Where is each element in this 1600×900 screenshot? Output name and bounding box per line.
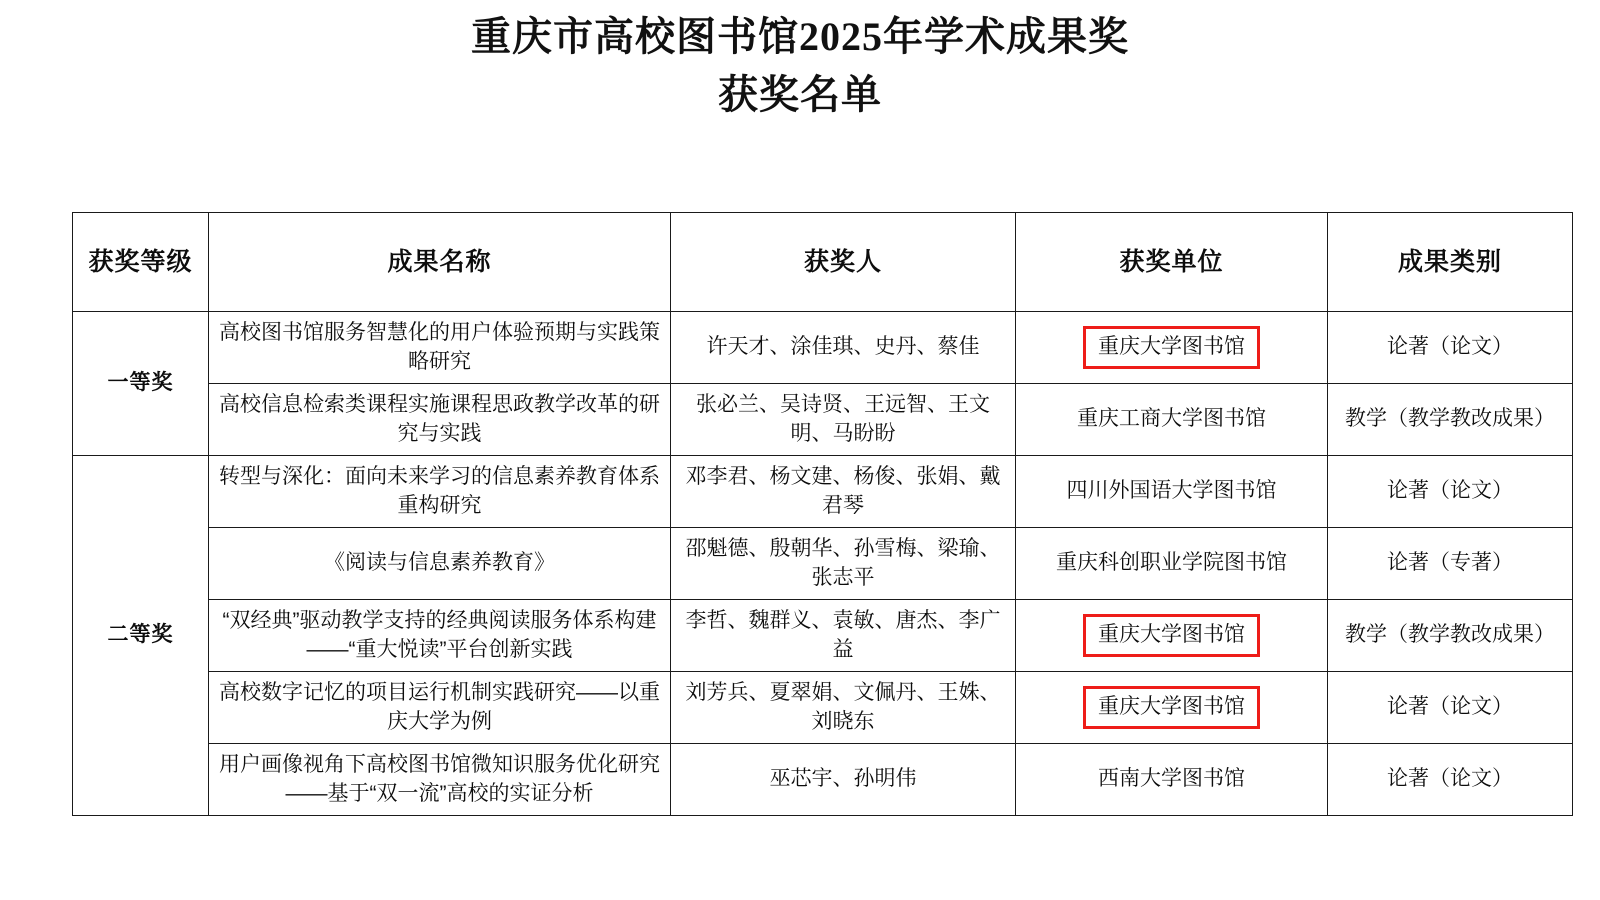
achievement-category: 论著（论文） <box>1328 744 1573 816</box>
achievement-category: 教学（教学教改成果） <box>1328 600 1573 672</box>
awardees: 邓李君、杨文建、杨俊、张娟、戴君琴 <box>671 456 1016 528</box>
award-unit: 重庆科创职业学院图书馆 <box>1016 528 1328 600</box>
table-body <box>73 312 1573 816</box>
table-row <box>73 744 1573 816</box>
achievement-category: 论著（论文） <box>1328 456 1573 528</box>
document-title-block <box>0 0 1600 124</box>
achievement-name: 高校图书馆服务智慧化的用户体验预期与实践策略研究 <box>209 312 671 384</box>
highlighted-unit: 重庆大学图书馆 <box>1083 686 1260 728</box>
award-unit <box>1016 672 1328 744</box>
award-table-wrapper <box>30 124 1570 816</box>
table-row <box>73 456 1573 528</box>
achievement-name: 转型与深化：面向未来学习的信息素养教育体系重构研究 <box>209 456 671 528</box>
table-row <box>73 600 1573 672</box>
column-header-awardees: 获奖人 <box>671 213 1016 312</box>
page-title-line-2: 获奖名单 <box>718 72 882 117</box>
awardees: 李哲、魏群义、袁敏、唐杰、李广益 <box>671 600 1016 672</box>
column-header-grade: 获奖等级 <box>73 213 209 312</box>
highlighted-unit: 重庆大学图书馆 <box>1083 326 1260 368</box>
achievement-name: 《阅读与信息素养教育》 <box>209 528 671 600</box>
column-header-achievement-name: 成果名称 <box>209 213 671 312</box>
column-header-unit: 获奖单位 <box>1016 213 1328 312</box>
page-title-line-1: 重庆市高校图书馆2025年学术成果奖 <box>471 14 1129 59</box>
award-unit: 重庆工商大学图书馆 <box>1016 384 1328 456</box>
awardees: 邵魁德、殷朝华、孙雪梅、梁瑜、张志平 <box>671 528 1016 600</box>
award-table <box>72 212 1573 816</box>
achievement-category: 论著（论文） <box>1328 312 1573 384</box>
award-unit: 四川外国语大学图书馆 <box>1016 456 1328 528</box>
table-header-row <box>73 213 1573 312</box>
achievement-name: 用户画像视角下高校图书馆微知识服务优化研究——基于“双一流”高校的实证分析 <box>209 744 671 816</box>
table-row <box>73 528 1573 600</box>
awardees: 许天才、涂佳琪、史丹、蔡佳 <box>671 312 1016 384</box>
awardees: 张必兰、吴诗贤、王远智、王文明、马盼盼 <box>671 384 1016 456</box>
achievement-category: 论著（专著） <box>1328 528 1573 600</box>
achievement-name: 高校信息检索类课程实施课程思政教学改革的研究与实践 <box>209 384 671 456</box>
achievement-category: 教学（教学教改成果） <box>1328 384 1573 456</box>
achievement-name: 高校数字记忆的项目运行机制实践研究——以重庆大学为例 <box>209 672 671 744</box>
grade-cell-second-prize: 二等奖 <box>73 456 209 816</box>
column-header-category: 成果类别 <box>1328 213 1573 312</box>
awardees: 巫芯宇、孙明伟 <box>671 744 1016 816</box>
table-row <box>73 672 1573 744</box>
award-unit <box>1016 312 1328 384</box>
awardees: 刘芳兵、夏翠娟、文佩丹、王姝、刘晓东 <box>671 672 1016 744</box>
grade-cell-first-prize: 一等奖 <box>73 312 209 456</box>
highlighted-unit: 重庆大学图书馆 <box>1083 614 1260 656</box>
table-row <box>73 312 1573 384</box>
achievement-category: 论著（论文） <box>1328 672 1573 744</box>
award-unit: 西南大学图书馆 <box>1016 744 1328 816</box>
achievement-name: “双经典”驱动教学支持的经典阅读服务体系构建——“重大悦读”平台创新实践 <box>209 600 671 672</box>
table-row <box>73 384 1573 456</box>
award-unit <box>1016 600 1328 672</box>
table-header <box>73 213 1573 312</box>
